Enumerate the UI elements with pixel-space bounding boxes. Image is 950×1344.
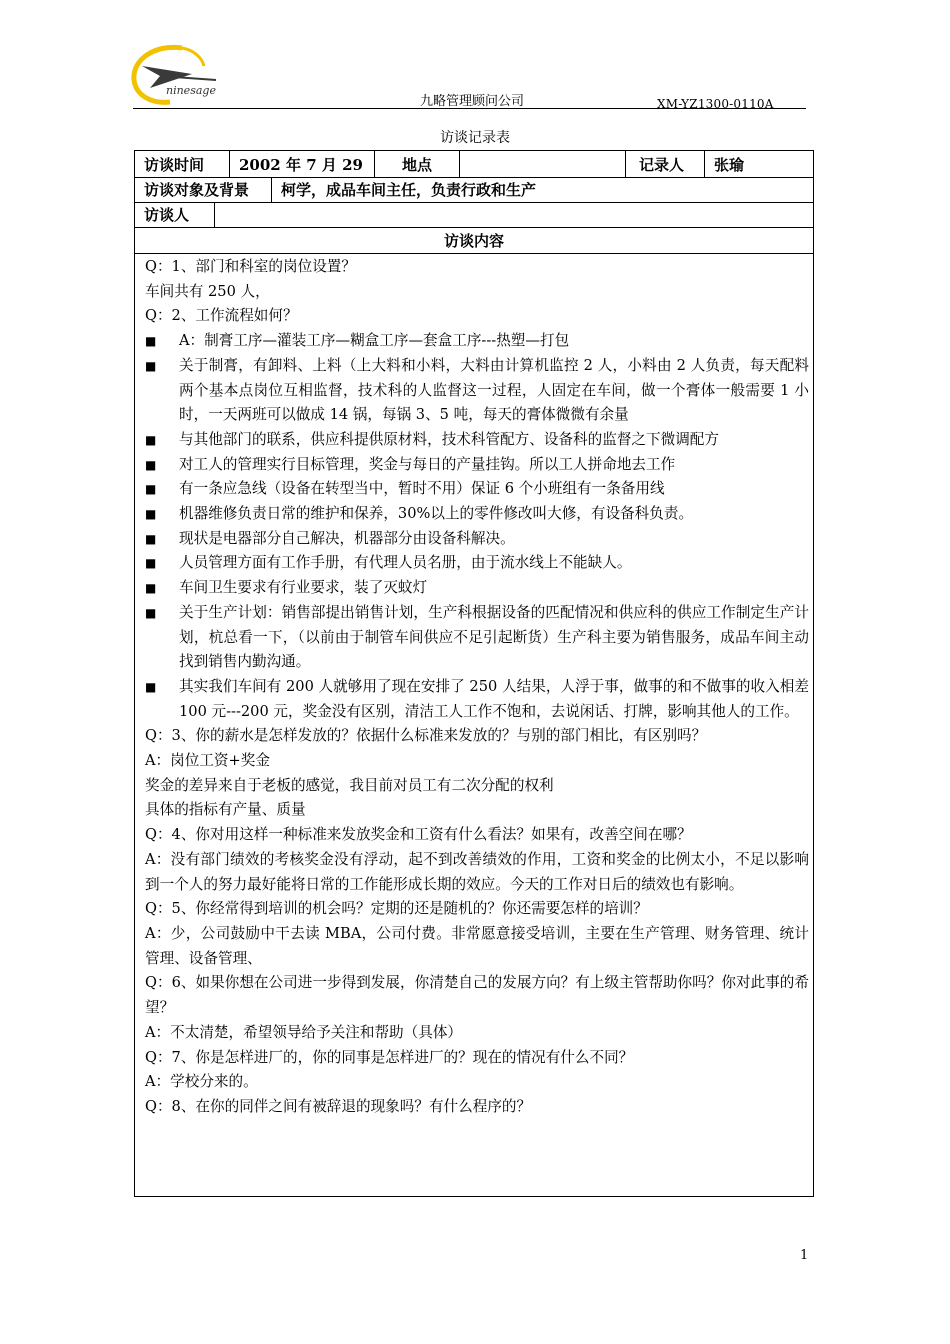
answer-7: A：学校分来的。 bbox=[145, 1073, 258, 1091]
bullet-item bbox=[145, 477, 809, 502]
bullet-text: 车间卫生要求有行业要求，装了灭蚊灯 bbox=[179, 579, 428, 597]
bullet-text: 关于生产计划：销售部提出销售计划，生产科根据设备的匹配情况和供应科的供应工作制定生产计划，杭总看一下，（以前由于制管车间供应不足引起断货）生产科主要为销售服务，成品车间主动找到销售内勤沟通。 bbox=[179, 603, 809, 671]
question-1: Q：1、部门和科室的岗位设置？ bbox=[145, 258, 356, 275]
bullet-icon: ■ bbox=[145, 358, 157, 373]
subject-value: 柯学，成品车间主任，负责行政和生产 bbox=[281, 181, 537, 199]
bullet-item bbox=[145, 551, 809, 576]
question-5: Q：5、你经常得到培训的机会吗？定期的还是随机的？你还需要怎样的培训？ bbox=[145, 900, 648, 918]
bullet-item bbox=[145, 675, 809, 724]
place-label-text: 地点 bbox=[402, 155, 433, 174]
bullet-icon: ■ bbox=[145, 556, 157, 571]
bullet-icon: ■ bbox=[145, 507, 157, 522]
ninesage-logo bbox=[130, 44, 230, 106]
company-name: 九略管理顾问公司 bbox=[420, 94, 525, 109]
interviewer-value bbox=[215, 202, 813, 227]
bullet-text: 与其他部门的联系，供应科提供原材料，技术科管配方、设备科的监督之下微调配方 bbox=[179, 430, 719, 448]
bullet-icon: ■ bbox=[145, 432, 157, 447]
question-7: Q：7、你是怎样进厂的，你的同事是怎样进厂的？现在的情况有什么不同？ bbox=[145, 1048, 634, 1066]
table-row-subject bbox=[135, 177, 813, 203]
recorder-label bbox=[626, 151, 705, 177]
table-row-time bbox=[135, 151, 813, 178]
bullet-item bbox=[145, 502, 809, 527]
answer-3-note: 具体的指标有产量、质量 bbox=[145, 801, 306, 819]
page-number: 1 bbox=[800, 1248, 809, 1263]
bullet-text: 机器维修负责日常的维护和保养，30%以上的零件修改叫大修，有设备科负责。 bbox=[179, 505, 694, 523]
interview-table bbox=[134, 150, 814, 1197]
question-6: Q：6、如果你想在公司进一步得到发展，你清楚自己的发展方向？有上级主管帮助你吗？你对此事的希望？ bbox=[145, 974, 809, 1017]
bullet-icon: ■ bbox=[145, 581, 157, 596]
logo-text: ninesage bbox=[166, 84, 216, 97]
bullet-item bbox=[145, 601, 809, 675]
answer-3-note: 奖金的差异来自于老板的感觉，我目前对员工有二次分配的权利 bbox=[145, 776, 554, 794]
time-label: 访谈时间 bbox=[135, 151, 230, 177]
question-4: Q：4、你对用这样一种标准来发放奖金和工资有什么看法？如果有，改善空间在哪？ bbox=[145, 826, 692, 844]
bullet-text: 其实我们车间有 200 人就够用了现在安排了 250 人结果，人浮于事，做事的和不做事的收入相差 100 元---200 元，奖金没有区别，清洁工人工作不饱和，去说闲话、打牌，影响其他人的工作。 bbox=[179, 677, 809, 720]
answer-3: A：岗位工资+奖金 bbox=[145, 752, 270, 770]
answer-5: A：少，公司鼓励中干去读 MBA，公司付费。非常愿意接受培训，主要在生产管理、财务管理、统计管理、设备管理、 bbox=[145, 924, 809, 967]
bullet-item bbox=[145, 576, 809, 601]
bullet-text: A：制膏工序—灌装工序—糊盒工序—套盒工序---热塑—打包 bbox=[179, 332, 570, 350]
question-3: Q：3、你的薪水是怎样发放的？依据什么标准来发放的？与别的部门相比，有区别吗？ bbox=[145, 727, 707, 745]
bullet-item bbox=[145, 354, 809, 428]
bullet-text: 对工人的管理实行目标管理，奖金与每日的产量挂钩。所以工人拼命地去工作 bbox=[179, 455, 676, 473]
header-rule bbox=[133, 108, 806, 109]
answer-6: A：不太清楚，希望领导给予关注和帮助（具体） bbox=[145, 1023, 463, 1041]
bullet-item bbox=[145, 527, 809, 552]
bullet-text: 人员管理方面有工作手册，有代理人员名册，由于流水线上不能缺人。 bbox=[179, 554, 632, 572]
bullet-text: 关于制膏，有卸料、上料（上大料和小料，大料由计算机监控 2 人，小料由 2 人负责，每天配料两个基本点岗位互相监督，技术科的人监督这一过程，人固定在车间，做一个膏体一般需要 1 小时，一天两班可以做成 14 锅，每锅 3、5 吨，每天的膏体微微有余量 bbox=[179, 356, 809, 424]
document-title: 访谈记录表 bbox=[440, 130, 510, 146]
bullet-icon: ■ bbox=[145, 679, 157, 694]
bullet-icon: ■ bbox=[145, 334, 157, 349]
answer-1: 车间共有 250 人， bbox=[145, 282, 270, 300]
recorder-value: 张瑜 bbox=[714, 155, 745, 174]
answer-4: A：没有部门绩效的考核奖金没有浮动，起不到改善绩效的作用，工资和奖金的比例太小，不足以影响到一个人的努力最好能将日常的工作能形成长期的效应。今天的工作对日后的绩效也有影响。 bbox=[145, 850, 809, 893]
bullet-item bbox=[145, 329, 809, 354]
table-row-interviewer bbox=[135, 202, 813, 228]
document-code: XM-YZ1300-0110A bbox=[657, 97, 774, 111]
place-value bbox=[460, 151, 626, 177]
place-label bbox=[375, 151, 460, 177]
table-row-content-header bbox=[135, 227, 813, 254]
bullet-icon: ■ bbox=[145, 605, 157, 620]
interviewer-label: 访谈人 bbox=[135, 202, 215, 227]
subject-label: 访谈对象及背景 bbox=[135, 177, 272, 202]
bullet-text: 现状是电器部分自己解决，机器部分由设备科解决。 bbox=[179, 529, 515, 547]
bullet-item bbox=[145, 428, 809, 453]
bullet-text: 有一条应急线（设备在转型当中，暂时不用）保证 6 个小班组有一条备用线 bbox=[179, 480, 665, 498]
bullet-item bbox=[145, 453, 809, 478]
bullet-icon: ■ bbox=[145, 531, 157, 546]
bullet-icon: ■ bbox=[145, 482, 157, 497]
question-8: Q：8、在你的同伴之间有被辞退的现象吗？有什么程序的？ bbox=[145, 1097, 532, 1115]
question-2: Q：2、工作流程如何？ bbox=[145, 307, 298, 325]
recorder-label-text: 记录人 bbox=[639, 155, 685, 174]
content-header: 访谈内容 bbox=[443, 231, 504, 250]
bullet-icon: ■ bbox=[145, 457, 157, 472]
interview-content bbox=[145, 255, 809, 1120]
time-value: 2002 年 7 月 29 bbox=[230, 151, 375, 177]
